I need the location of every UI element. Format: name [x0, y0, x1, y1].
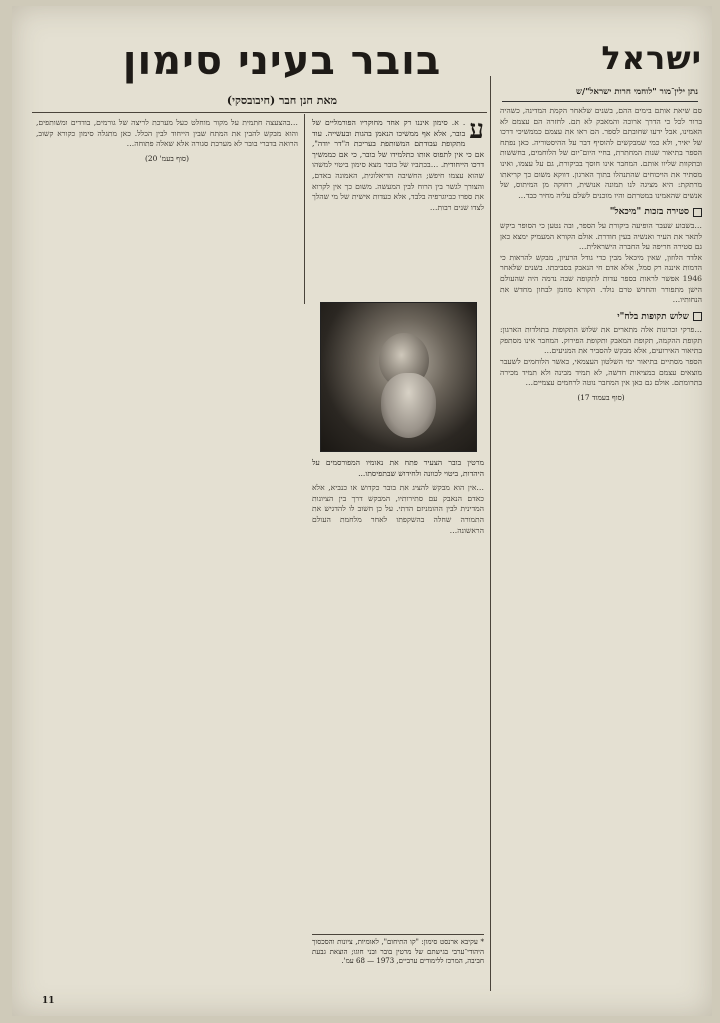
photo-caption: מרטין בובר הצעיר פתח את נאומיו המפורסמים על היהדות, ביטוי לכוונה ולחידוש שבתפיסתו... [312, 458, 484, 478]
portrait-photo [320, 302, 477, 452]
right-column-text-3: הספר מסתיים בתיאור ימי השלטון העצמאי, כאשר הלוחמים לשעבר מוצאים עצמם במציאות חדשה, לא תמיד מבינה ולא תמיד מכירה בתרומתם. אולם גם כאן אין המחבר נוטה לרחמים עצמיים… [500, 357, 702, 388]
article-lead: . א. סימון איננו רק אחד מחוקריו הפורמליים של בובר, אלא אף ממשיכו הנאמן בהגות ובעשייה. עוד מתקופת עבודתם המשותפת בעריכת ה"דר יודה", אם כי אין לתפוס אותו כתלמידו של בובר, כי אם כממשיך דרכו הייחודית. [312, 118, 484, 170]
section-box-icon [693, 208, 702, 217]
section-title-satire [500, 207, 702, 218]
center-upper-text: …בכתביו של בובר מצא סימון ביטוי למשהו שהוא עצמו חיפש; החשיבה הדיאלוגית, האמונה באדם, והצורך לגשר בין הרוח לבין המעשה. משום כך אין לקרוא את ספרו כביוגרפיה בלבד, אלא כעדות אישית של מי שהלך לצדו שנים רבות… [312, 160, 484, 212]
section-title-three-periods-text: שלוש תקופות בלח"י [617, 311, 689, 322]
center-upper-column [312, 118, 484, 298]
article-dropcap: ע [469, 118, 484, 145]
masthead-title: ישראל [601, 39, 702, 77]
right-column [500, 106, 702, 986]
column-rule-middle-upper [304, 114, 305, 304]
continued-note-left: (סוף בעמ' 20) [145, 153, 189, 163]
footnote-rule [312, 934, 484, 935]
right-column-text: סם שיאת אותם בימים ההם, בשנים שלאחר הקמת המדינה, כשהיה ברור לכל כי הדרך ארוכה והמאבק לא תם. לחזרה הם עצמם לא האמינו, אבל ידעו שחובתם לספר. הם ראו את עצמם כממשיכי דרכו של יאיר, ולא כמי שמבקשים להוסיף דבר על ההיסטוריה. כאן נפתח הספר בתיאור שנות המחתרת, בחיי היום־יום של הלוחמים, בחששות ובתקוות שליוו אותם. המחבר אינו חוסך בביקורת, גם על עצמו, ואינו מסתיר את הויכוחים שהתנהלו בתוך הארגון. דווקא משום כך קריאתו מרתקת: היא מציגה לנו תמונה אנושית, רחוקה מן המיתוס, של אנשים שהאמינו במטרתם והיו מוכנים לשלם עליה מחיר כבד… [500, 106, 702, 200]
headline-rule [32, 112, 487, 113]
page-number: 11 [42, 996, 55, 1006]
continued-note-right: (סוף בעמוד 17) [577, 392, 625, 402]
center-lower-text: …אין הוא מבקש להציג את בובר כקדוש או כנביא, אלא כאדם הנאבק עם סתירותיו, המבקש דרך בין הציונות המדינית לבין ההומניזם הדתי. על כן חשוב לו להדגיש את התמורה שחלה בהשקפתו לאחר מלחמת העולם הראשונה… [312, 483, 484, 535]
column-rule-right [490, 76, 491, 991]
right-column-text-2: אלדד הלוזון, שאין מיכאל מבין כדי גודל הרעיון, מבקש להראות כי הדמות איננה רק סמל, אלא אדם חי הנאבק בסביבתו. בשנים שלאחר 1946 אפשר לראות בספר עדות לתקופה שבה נדמה היה שהעולם הישן מתפורר והחדש טרם נולד. הקורא מוזמן לבחון מחדש את הנחותיו… [500, 252, 702, 305]
section-text-three-periods: …פרקי זכרונות אלה מתארים את שלוש התקופות בתולדות הארגון: תקופת ההקמה, תקופת המאבק ותקופת הפירוק. המחבר אינו מסתפק בתיאור האירועים, אלא מבקש להסביר את המניעים… [500, 325, 702, 356]
article-byline: מאת חנן חבר (חיבובסקי) [226, 94, 338, 107]
section-title-three-periods [500, 312, 702, 323]
footnote: * עקיבא ארנסט סימון: "קו התיחום", לאומיות, ציונות והסכסוך היהודי־ערבי בגישתם של מרטין בובר ובני חוגו; הוצאת גבעת חביבה, המרכז ללימודים ערביים, 1973 — 68 עמ'. [312, 938, 484, 965]
masthead-byline: נתן ילין־מור "לוחמי חרות ישראל"/ש [502, 86, 698, 102]
newspaper-page [12, 6, 712, 1016]
left-column [36, 118, 298, 978]
section-title-satire-text: סטירה בזכות "מיכאל" [609, 207, 689, 218]
portrait-beard [381, 373, 436, 438]
section-text-satire: …בשבוע שעבר הופיעה ביקורת על הספר, ובה נטען כי הסופר ביקש לתאר את העיר ואנשיה בעין חודרת. אולם הקורא המעמיק ימצא כאן גם סטירה חריפה על החברה הישראלית… [500, 220, 702, 252]
left-column-text: …בהצעצה חתמית על מקור מוחלט כעל מערכת לריצה של גורמים, בודדים ומשותפים, והוא מבקש להבין את המתח שבין הייחוד לבין הכלל. כאן מתגלה סימון כקורא קשוב, הרואה בדברי בובר לא מערכת סגורה אלא שאלה פתוחה… [36, 118, 298, 149]
article-headline: בובר בעיני סימון [122, 38, 442, 84]
center-lower-column [312, 458, 484, 928]
section-box-icon [693, 312, 702, 321]
